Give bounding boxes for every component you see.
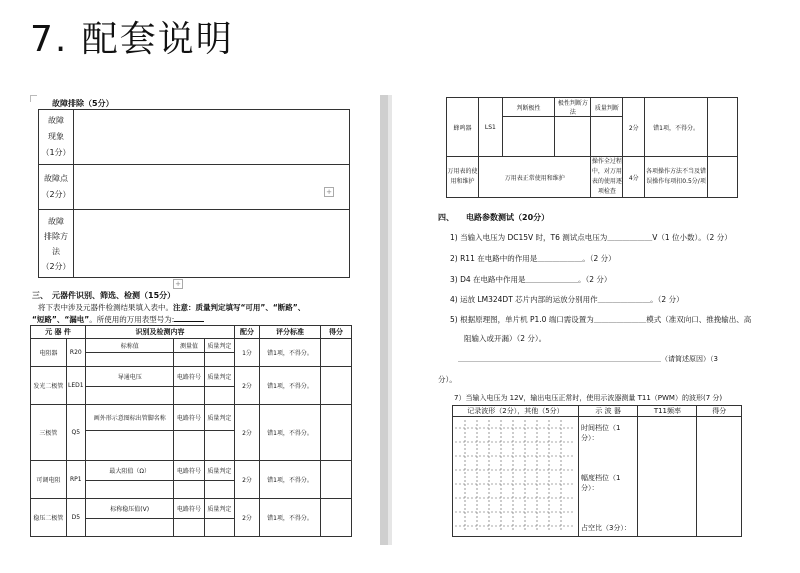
fault-cell-2[interactable]: [74, 165, 350, 210]
section4-num: 四、: [438, 213, 454, 222]
detect-item: 画外形示意图标出管脚名称: [86, 405, 174, 431]
waveform-grid[interactable]: [455, 420, 575, 532]
component-code: R20: [66, 339, 85, 367]
component-name: 电阻器: [31, 339, 67, 367]
component-table: [30, 325, 352, 537]
answer-cell[interactable]: [174, 387, 204, 405]
component-name: 万用表的使用和维护: [447, 157, 479, 198]
answer-cell[interactable]: [204, 353, 234, 367]
score-cell: 2分: [235, 499, 260, 537]
points-cell[interactable]: [708, 157, 738, 198]
section3-meter-label: 。所使用的万用表型号为:: [89, 315, 175, 324]
col-component: 元 器 件: [31, 326, 86, 339]
col-oscilloscope: 示 波 器: [578, 406, 637, 417]
detect-item: 导通电压: [86, 367, 174, 387]
question-3: 3) D4 在电路中作用是＿＿＿＿＿＿＿。（2 分）: [450, 275, 612, 284]
fault-table: [38, 109, 350, 278]
detect-item: 质量判定: [204, 339, 234, 353]
col-score: 配分: [235, 326, 260, 339]
answer-cell[interactable]: [86, 387, 174, 405]
score-cell: 2分: [235, 405, 260, 461]
component-code: D5: [66, 499, 85, 537]
question-7: 7）当输入电压为 12V，输出电压正常时，使用示波器测量 T11（PWM）的波形(7 分): [454, 394, 723, 402]
section3-num: 三、: [32, 291, 48, 300]
component-code: LED1: [66, 367, 85, 405]
detect-item: 质量判定: [204, 367, 234, 387]
component-name: 三极管: [31, 405, 67, 461]
page-gutter: [380, 95, 388, 545]
detect-item: 判断极性: [502, 98, 555, 117]
col-frequency: T11频率: [638, 406, 697, 417]
answer-cell[interactable]: [86, 481, 174, 499]
answer-cell[interactable]: [174, 431, 204, 461]
points-cell[interactable]: [708, 98, 738, 157]
answer-cell[interactable]: [204, 387, 234, 405]
detect-item: 极性判断方法: [555, 98, 591, 117]
points-cell[interactable]: [321, 339, 352, 367]
component-name: 稳压二极管: [31, 499, 67, 537]
oscilloscope-table: [452, 405, 742, 537]
duty-cycle: 占空比（3分）：: [580, 524, 631, 532]
detect-item: 电路符号: [174, 405, 204, 431]
fault-cell-1[interactable]: [74, 110, 350, 165]
standard-cell: 错1项，不得分。: [260, 499, 321, 537]
section3-note-cont: “短路”、“漏电”: [32, 315, 90, 324]
page-title: 7. 配套说明: [30, 19, 234, 60]
question-4: 4) 运放 LM324DT 芯片内部的运放分别用作＿＿＿＿＿＿＿。（2 分）: [450, 295, 684, 304]
oscilloscope-settings[interactable]: [578, 417, 637, 537]
detect-item: 质量判定: [204, 405, 234, 431]
table-resize-handle[interactable]: +: [324, 187, 334, 197]
standard-cell: 错1项，不得分。: [260, 339, 321, 367]
detect-item: 测量值: [174, 339, 204, 353]
fault-label-3: 故障 排除方 法 （2分）: [39, 210, 74, 278]
col-score: 得分: [697, 406, 742, 417]
points-cell[interactable]: [321, 499, 352, 537]
detect-item: 最大阻值（Ω）: [86, 461, 174, 481]
section3-note: 注意：质量判定填写“可用”、“断路”、: [173, 303, 306, 312]
answer-cell[interactable]: [174, 481, 204, 499]
score-cell: 2分: [235, 461, 260, 499]
maintenance-item: 万用表正常使用和维护: [478, 157, 590, 198]
answer-cell[interactable]: [502, 117, 555, 157]
maintenance-check: 操作全过程中，对万用表的使用逐项检查: [591, 157, 623, 198]
points-cell[interactable]: [321, 367, 352, 405]
detect-item: 电路符号: [174, 367, 204, 387]
question-5: 5) 根据原理图，单片机 P1.0 端口需设置为＿＿＿＿＿＿＿模式（准双向口、推挽输出、高: [450, 315, 752, 324]
question-2: 2) R11 在电路中的作用是＿＿＿＿＿＿。（2 分）: [450, 254, 616, 263]
answer-cell[interactable]: [591, 117, 623, 157]
answer-cell[interactable]: [204, 431, 234, 461]
standard-cell: 错1项，不得分。: [260, 405, 321, 461]
col-waveform: 记录波形（2分），其他（5分）: [453, 406, 579, 417]
detect-item: 质量判定: [204, 499, 234, 519]
detect-item: 电路符号: [174, 499, 204, 519]
page-gutter-shadow: [388, 95, 392, 545]
answer-cell[interactable]: [555, 117, 591, 157]
detect-item: 标称稳压值(V): [86, 499, 174, 519]
fault-label-1: 故障 现象 （1分）: [39, 110, 74, 165]
detect-item: 质量判定: [204, 461, 234, 481]
component-name: 蜂鸣器: [447, 98, 479, 157]
time-division: 时间档位（1分）：: [580, 424, 621, 442]
component-name: 发光二极管: [31, 367, 67, 405]
answer-cell[interactable]: [86, 431, 174, 461]
answer-cell[interactable]: [86, 353, 174, 367]
score-cell: 4分: [623, 157, 645, 198]
section4-title: 电路参数测试（20分）: [466, 213, 550, 222]
score-cell[interactable]: [697, 417, 742, 537]
component-code: Q5: [66, 405, 85, 461]
col-standard: 评分标准: [260, 326, 321, 339]
table-add-row-handle[interactable]: +: [173, 279, 183, 289]
standard-cell: 各项操作方法不当及错误操作每项扣0.5分/项: [645, 157, 708, 198]
answer-cell[interactable]: [174, 353, 204, 367]
document-page-right: [428, 95, 768, 550]
answer-cell[interactable]: [204, 481, 234, 499]
fault-label-2: 故障点 （2分）: [39, 165, 74, 210]
continued-table: [446, 97, 738, 198]
component-code: RP1: [66, 461, 85, 499]
standard-cell: 错1项，不得分。: [645, 98, 708, 157]
document-page-left: [30, 95, 372, 550]
section3-instruction: 将下表中涉及元器件检测结果填入表中。: [38, 303, 173, 312]
section3-title: 元器件识别、筛选、检测（15分）: [52, 291, 176, 300]
points-cell[interactable]: [321, 461, 352, 499]
answer-cell[interactable]: [86, 519, 174, 537]
detect-item: 电路符号: [174, 461, 204, 481]
score-cell: 2分: [235, 367, 260, 405]
amplitude-division: 幅度档位（1分）：: [580, 474, 621, 492]
score-cell: 2分: [623, 98, 645, 157]
frequency-cell[interactable]: [638, 417, 697, 537]
col-points: 得分: [321, 326, 352, 339]
component-name: 可调电阻: [31, 461, 67, 499]
detect-item: 标称值: [86, 339, 174, 353]
detect-item: 质量判断: [591, 98, 623, 117]
fault-cell-3[interactable]: [74, 210, 350, 278]
score-cell: 1分: [235, 339, 260, 367]
points-cell[interactable]: [321, 405, 352, 461]
col-content: 识别及检测内容: [86, 326, 235, 339]
fault-heading: 故障排除（5分）: [52, 99, 114, 108]
question-1: 1) 当输入电压为 DC15V 时，T6 测试点电压为＿＿＿＿＿＿V（1 位小数）。（2 分）: [450, 233, 732, 242]
standard-cell: 错1项，不得分。: [260, 461, 321, 499]
component-code: LS1: [478, 98, 502, 157]
question-5-cont: 阻输入或开漏）（2 分）。: [464, 334, 547, 343]
question-6-cont: 分）。: [438, 375, 457, 384]
answer-cell[interactable]: [204, 519, 234, 537]
answer-cell[interactable]: [174, 519, 204, 537]
waveform-grid-cell[interactable]: [453, 417, 579, 537]
corner-mark: [30, 95, 37, 102]
standard-cell: 错1项，不得分。: [260, 367, 321, 405]
question-6: ＿＿＿＿＿＿＿＿＿＿＿＿＿＿＿＿＿＿＿＿＿＿＿＿＿＿＿＿＿（请简述原因）（3: [458, 355, 718, 363]
